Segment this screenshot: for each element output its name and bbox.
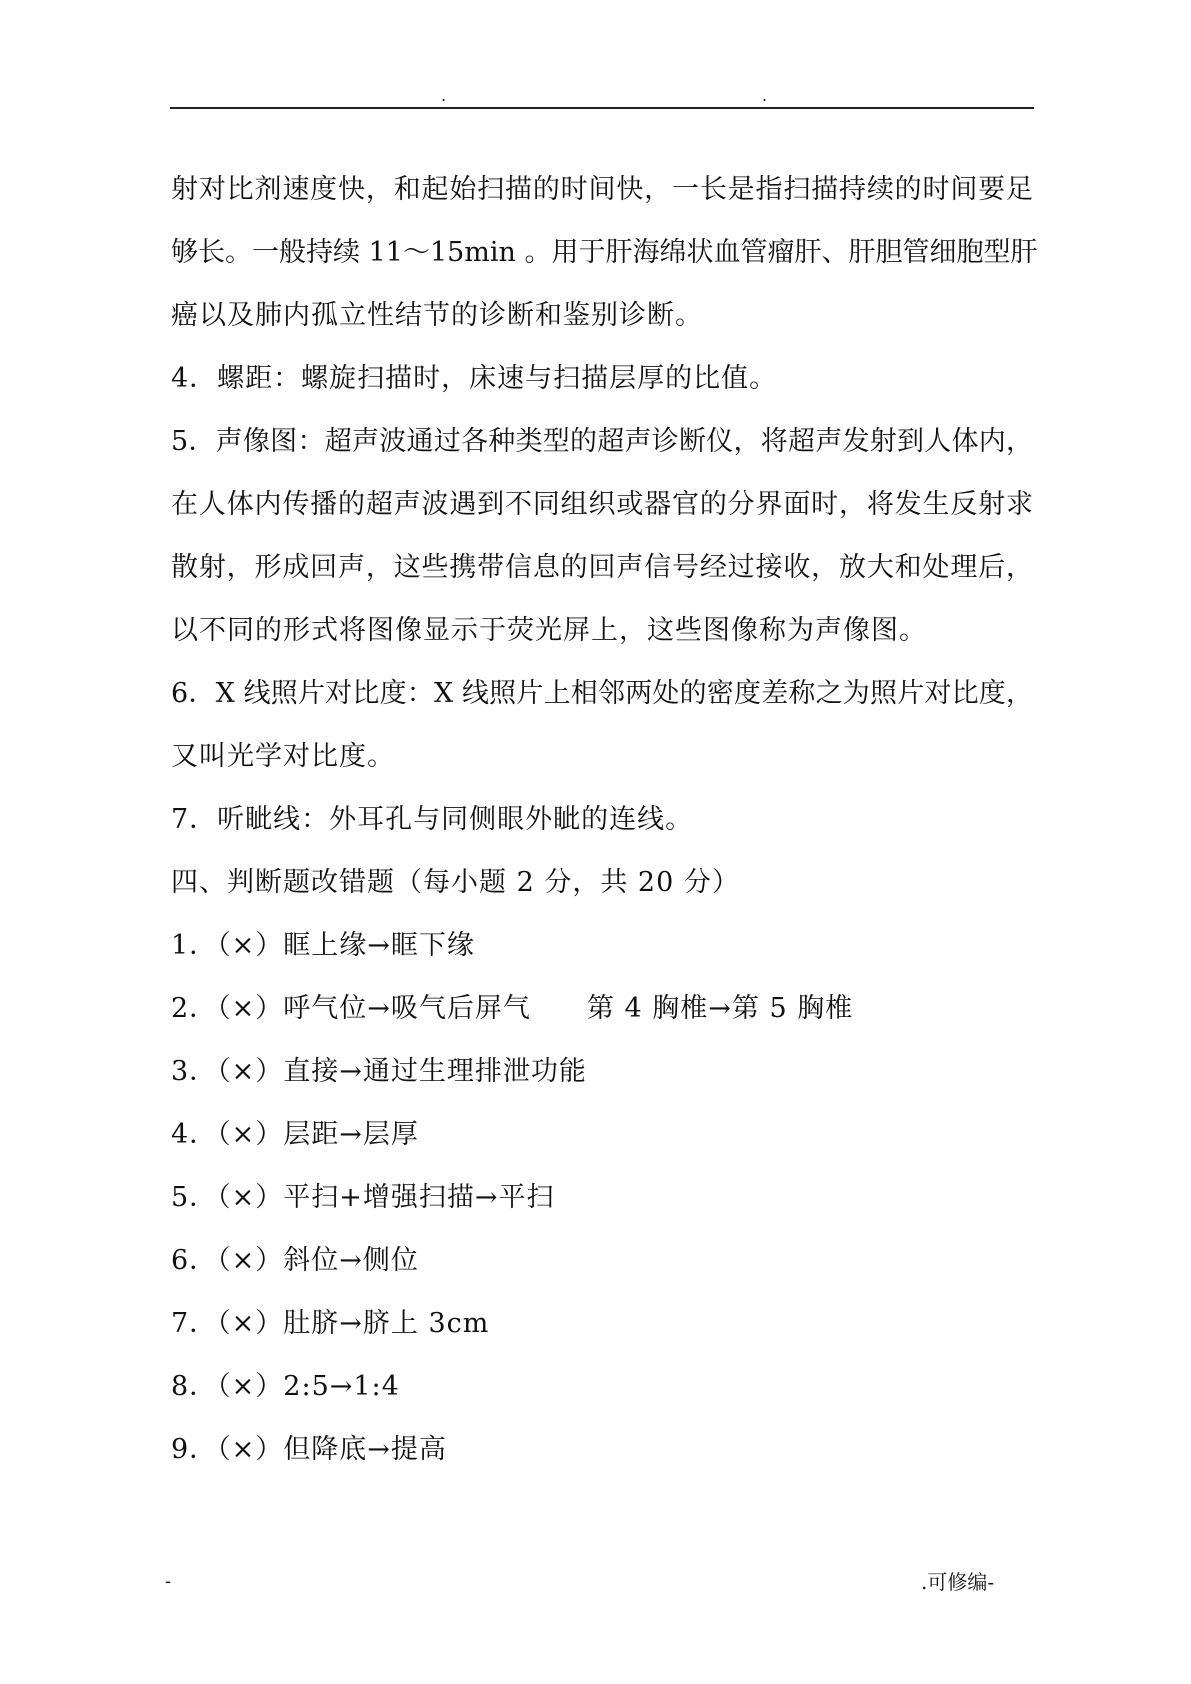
answer-item: 3．（×）直接→通过生理排泄功能 [171,1056,587,1087]
paragraph-line: 够长。一般持续 11～15min 。用于肝海绵状血管瘤肝、肝胆管细胞型肝 [171,237,1038,268]
header-dot-right: . [762,86,768,105]
paragraph-line: 散射，形成回声，这些携带信息的回声信号经过接收，放大和处理后， [171,552,1033,583]
paragraph-line: 6．X 线照片对比度：X 线照片上相邻两处的密度差称之为照片对比度， [171,678,1033,709]
answer-item: 5．（×）平扫+增强扫描→平扫 [171,1182,555,1213]
answer-item: 1．（×）眶上缘→眶下缘 [171,930,475,961]
footer-left-mark: - [165,1571,172,1592]
answer-item: 8．（×）2:5→1:4 [171,1371,400,1402]
paragraph-line: 以不同的形式将图像显示于荧光屏上，这些图像称为声像图。 [171,615,927,646]
header-rule [170,107,1034,109]
answer-item: 6．（×）斜位→侧位 [171,1245,419,1276]
definition-item: 7．听眦线：外耳孔与同侧眼外眦的连线。 [171,804,694,835]
paragraph-line: 5．声像图：超声波通过各种类型的超声诊断仪，将超声发射到人体内， [171,426,1033,457]
header-dot-left: . [441,86,447,105]
paragraph-line: 癌以及肺内孤立性结节的诊断和鉴别诊断。 [171,300,703,331]
answer-item: 2．（×）呼气位→吸气后屏气 第 4 胸椎→第 5 胸椎 [171,993,854,1024]
paragraph-line: 在人体内传播的超声波遇到不同组织或器官的分界面时，将发生反射求 [171,489,1033,520]
answer-item: 7．（×）肚脐→脐上 3cm [171,1308,490,1339]
paragraph-line: 又叫光学对比度。 [171,741,395,772]
definition-item: 4．螺距：螺旋扫描时，床速与扫描层厚的比值。 [171,363,778,394]
footer-editable-note: .可修编- [921,1570,995,1594]
paragraph-line: 射对比剂速度快，和起始扫描的时间快，一长是指扫描持续的时间要足 [171,174,1033,205]
answer-item: 4．（×）层距→层厚 [171,1119,419,1150]
section-title: 四、判断题改错题（每小题 2 分，共 20 分） [171,867,740,898]
answer-item: 9．（×）但降底→提高 [171,1434,447,1465]
